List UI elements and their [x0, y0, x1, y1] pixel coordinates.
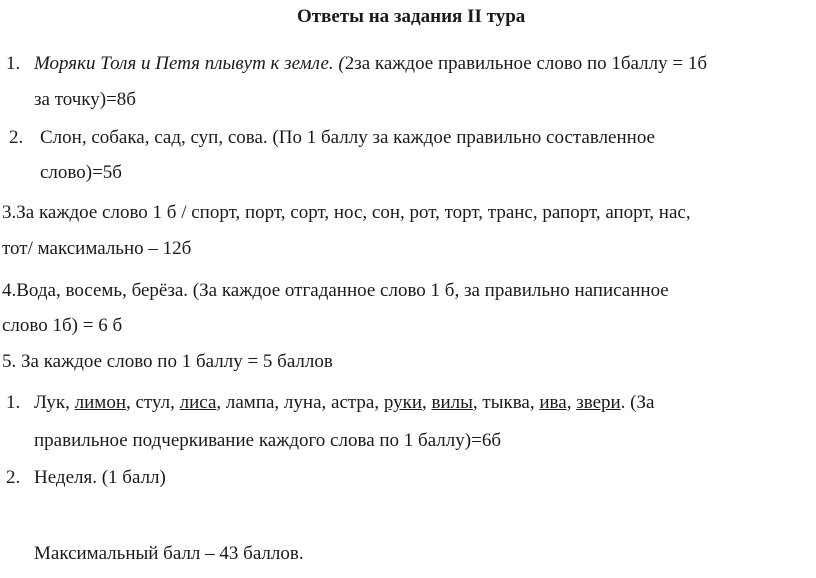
part2-answer-2-text: Неделя. (1 балл) — [34, 467, 166, 488]
answer-1-text: 2за каждое правильное слово по 1баллу = 1б — [344, 53, 707, 74]
part2-answer-1-line — [34, 392, 654, 414]
answer-1-continuation: за точку)=8б — [34, 89, 136, 110]
answer-1-italic-text: Моряки Толя и Петя плывут к земле. ( — [34, 53, 345, 74]
answer-4-text: 4.Вода, восемь, берёза. (За каждое отгаданное слово 1 б, за правильно написанное — [2, 280, 669, 301]
answer-2-continuation: слово)=5б — [40, 162, 122, 183]
word-segment: Лук, — [34, 392, 75, 413]
underlined-word: лимон — [74, 392, 126, 413]
word-segment: , тыква, — [472, 392, 540, 413]
underlined-word: вилы — [431, 392, 473, 413]
answer-3-text: 3.За каждое слово 1 б / спорт, порт, сорт, нос, сон, рот, торт, транс, рапорт, апорт, нас, — [2, 202, 691, 223]
answer-3-continuation: тот/ максимально – 12б — [2, 238, 192, 259]
answer-2-text: Слон, собака, сад, суп, сова. (По 1 баллу за каждое правильно составленное — [40, 127, 655, 148]
word-segment: , лампа, луна, астра, — [216, 392, 384, 413]
word-segment: , — [566, 392, 577, 413]
page-title: Ответы на задания II тура — [297, 6, 526, 27]
word-segment: , стул, — [126, 392, 180, 413]
answer-4-continuation: слово 1б) = 6 б — [2, 315, 123, 336]
answer-5-text: 5. За каждое слово по 1 баллу = 5 баллов — [2, 351, 333, 372]
underlined-word: звери — [576, 392, 621, 413]
total-score: Максимальный балл – 43 баллов. — [34, 543, 304, 564]
part2-answer-1-number: 1. — [6, 392, 21, 413]
part2-answer-2-number: 2. — [6, 467, 21, 488]
underlined-word: ива — [539, 392, 567, 413]
answer-2-number: 2. — [9, 127, 24, 148]
answer-1-line — [34, 53, 707, 75]
answer-1-number: 1. — [6, 53, 21, 74]
underlined-word: лиса — [179, 392, 217, 413]
part2-answer-1-continuation: правильное подчеркивание каждого слова по 1 баллу)=6б — [34, 430, 501, 451]
word-segment: . (За — [620, 392, 655, 413]
underlined-word: руки — [383, 392, 423, 413]
word-segment: , — [422, 392, 432, 413]
